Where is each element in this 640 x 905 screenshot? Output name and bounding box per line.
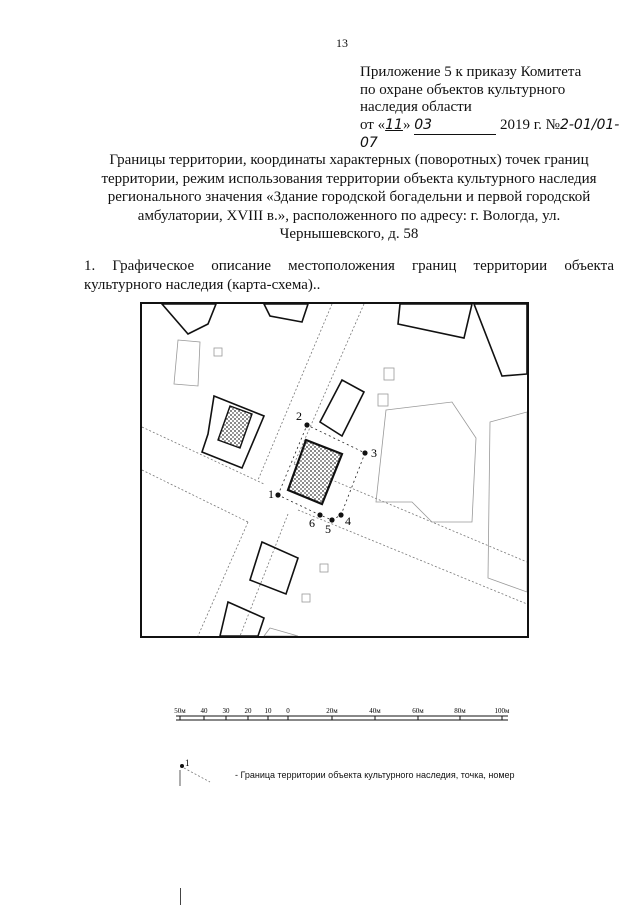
scale-label: 0 [286,707,290,715]
date-year: 2019 г. № [499,116,560,133]
scale-label: 20м [326,707,338,715]
boundary-point-6 [317,512,322,517]
section-1-heading: 1. Графическое описание местоположения границ территории объекта культурного наследия (карта-схема).. [84,258,614,293]
boundary-point-label-3: 3 [371,446,377,460]
annex-date-line [360,117,630,153]
buildings [162,304,527,636]
boundary-point-label-1: 1 [268,487,274,501]
page-number: 13 [336,36,348,50]
heritage-object-building [288,440,342,504]
document-title: Границы территории, координаты характерных (поворотных) точек границ территории, режим использования территории объекта культурного наследия регионального значения «Здание городской богадельни и первой городской амбулатории, XVIII в.», расположенного по адресу: г. Вологда, ул. Чернышевского, д. 58 [101,152,597,242]
annex-line-1: Приложение 5 к приказу Комитета [360,64,582,80]
scale-label: 20 [244,707,252,715]
annex-header [360,64,630,153]
boundary-point-2 [304,422,309,427]
scale-label: 40м [369,707,381,715]
scale-label: 40 [200,707,208,715]
scale-label: 10 [264,707,272,715]
annex-line-2: по охране объектов культурного [360,81,566,98]
legend-point-marker [180,764,184,768]
margin-mark [180,888,181,905]
boundary-point-label-2: 2 [296,409,302,423]
boundary-point-1 [275,492,280,497]
boundary-point-label-6: 6 [309,516,315,530]
scale-label: 80м [454,707,466,715]
scale-label: 100м [494,707,510,715]
boundary-point-4 [338,512,343,517]
scale-bar [170,704,515,734]
map-drawing [142,304,527,636]
order-number: 2-01/01-07 [360,116,620,151]
annex-line-3: наследия области [360,99,472,115]
map-scheme [140,302,529,638]
boundary-point-3 [362,450,367,455]
scale-label: 60м [412,707,424,715]
legend-point-label: 1 [185,758,190,768]
scale-label: 30 [222,707,230,715]
legend-dashed-line [184,768,210,782]
boundary-point-label-4: 4 [345,514,351,528]
scale-labels [174,707,510,715]
hatched-building [218,406,252,448]
date-mid: » [402,116,415,133]
date-day: 11 [385,116,403,133]
boundary-point-label-5: 5 [325,522,331,536]
date-prefix: от « [360,116,386,133]
scale-label: 50м [174,707,186,715]
legend-text: - Граница территории объекта культурного наследия, точка, номер [235,770,515,780]
scale-ticks [180,716,502,720]
date-month: 03 [414,117,496,136]
